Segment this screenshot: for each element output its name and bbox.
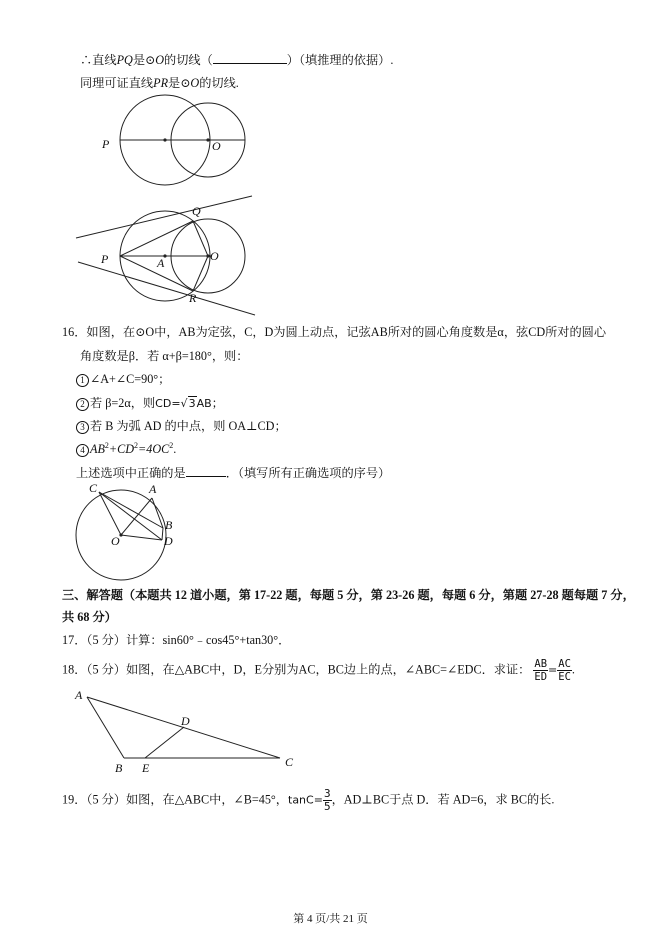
fig4-label-d: D: [181, 714, 190, 728]
option-text: +CD: [108, 442, 135, 456]
q18-text: 18．（5 分）如图，在△ABC中，D，E分别为AC，BC边上的点，∠ABC=∠EDC．求证：: [62, 662, 531, 677]
ask-text: ．（填写所有正确选项的序号）: [225, 466, 391, 480]
proof-text: PR: [153, 76, 169, 90]
fig4-label-c: C: [285, 755, 294, 769]
option-text: .: [173, 442, 177, 456]
fig3-label-b: B: [165, 518, 173, 532]
q19-text: ，AD⊥BC于点 D．若 AD=6，求 BC的长.: [331, 792, 555, 807]
superscript: 2: [104, 440, 109, 450]
proof-text: 的切线.: [199, 76, 239, 90]
fig2-label-o: O: [210, 249, 219, 263]
q16-option-1: [76, 372, 170, 387]
option-text: AB: [90, 442, 105, 456]
fraction-numerator: AC: [558, 658, 571, 670]
proof-text: ∴直线: [80, 53, 117, 67]
fig2-label-p: P: [101, 252, 109, 266]
fraction-denominator: ED: [534, 671, 548, 683]
option-text: =4OC: [138, 442, 170, 456]
fraction-numerator: 3: [323, 787, 331, 800]
fig2-label-q: Q: [192, 204, 201, 218]
fraction-numerator: AB: [534, 658, 548, 670]
option-number-4: 4: [76, 444, 89, 457]
option-number-3: 3: [76, 421, 89, 434]
option-number-2: 2: [76, 398, 89, 411]
fig3-label-a: A: [149, 482, 157, 496]
q18-line: [62, 658, 575, 683]
q16-option-3: [76, 419, 287, 434]
fraction-3-5: [323, 788, 332, 813]
fraction-ab-ed: [533, 658, 548, 683]
cd-text: CD=: [155, 397, 181, 410]
ask-text: 上述选项中正确的是: [76, 466, 186, 480]
fig1-label-o: O: [212, 139, 221, 153]
proof-text: 同理可证直线: [80, 76, 154, 90]
proof-text: PQ: [116, 53, 133, 67]
superscript: 2: [169, 440, 174, 450]
option-text: ；: [211, 396, 224, 410]
q16-option-2: [76, 396, 224, 411]
fig3-label-d: D: [164, 534, 173, 548]
option-text: 若 B 为弧 AD 的中点，则 OA⊥CD；: [90, 419, 287, 433]
fig4-label-e: E: [142, 761, 150, 775]
fraction-ac-ec: [557, 658, 572, 683]
fig3-label-o: O: [111, 534, 120, 548]
equals-sign: =: [548, 663, 558, 677]
answer-blank-2[interactable]: [186, 465, 226, 477]
q19-line: [62, 788, 554, 813]
proof-text: 是⊙: [132, 53, 156, 67]
q16-line-2: 角度数是β．若 α+β=180°，则：: [80, 349, 249, 363]
fig4-label-a: A: [75, 688, 83, 702]
proof-text: ）（填推理的依据）.: [286, 53, 394, 67]
q16-line-1: 16．如图，在⊙O中，AB为定弦，C，D为圆上动点，记弦AB所对的圆心角度数是α，弦CD所对的圆心: [62, 325, 607, 339]
proof-text: O: [190, 76, 200, 90]
fig1-label-p: P: [102, 137, 110, 151]
section-3-heading-line-1: 三、解答题（本题共 12 道小题，第 17-22 题，每题 5 分，第 23-26 题，每题 6 分，第题 27-28 题每题 7 分，: [62, 588, 635, 602]
sqrt-expression: CD=√3AB: [155, 397, 212, 410]
ab-text: AB: [196, 397, 212, 410]
period: .: [571, 662, 575, 677]
superscript: 2: [134, 440, 139, 450]
q16-ask: [76, 465, 390, 481]
page-footer: 第 4 页/共 21 页: [293, 913, 368, 925]
option-text: ∠A+∠C=90°；: [90, 372, 171, 386]
fig2-label-a: A: [157, 256, 165, 270]
option-text: 若 β=2α，则: [90, 396, 156, 410]
option-number-1: 1: [76, 374, 89, 387]
fig3-label-c: C: [89, 481, 98, 495]
fig2-label-r: R: [189, 291, 197, 305]
fraction-denominator: EC: [558, 671, 571, 683]
q19-text: 19．（5 分）如图，在△ABC中，∠B=45°，: [62, 792, 288, 807]
proof-text: 是⊙: [168, 76, 191, 90]
q17-text: 17．（5 分）计算：sin60°﹣cos45°+tan30°．: [62, 633, 291, 647]
tan-label: tanC=: [288, 793, 323, 807]
fig4-label-b: B: [115, 761, 123, 775]
proof-text: 的切线（: [164, 53, 213, 67]
fraction-denominator: 5: [323, 800, 331, 813]
sqrt-radicand: 3: [188, 397, 196, 410]
section-3-heading-line-2: 共 68 分）: [62, 610, 117, 624]
q16-option-4: [76, 442, 176, 457]
proof-text: O: [155, 53, 165, 67]
